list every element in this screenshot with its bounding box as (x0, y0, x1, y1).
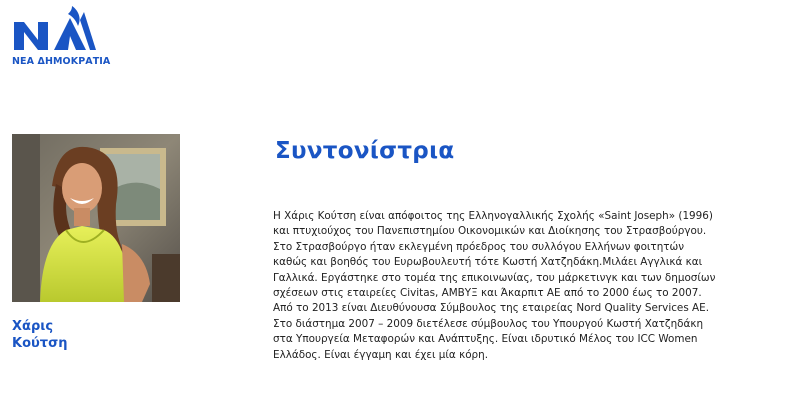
bio-line: και πτυχιούχος του Πανεπιστημίου Οικονομικών και Διοίκησης του Στρασβούργου. (273, 225, 707, 238)
bio-line: καθώς και βοηθός του Ευρωβουλευτή τότε Κωστή Χατζηδάκη.Μιλάει Αγγλικά και (273, 256, 703, 269)
person-name (12, 318, 172, 352)
nd-party-logo-icon (12, 4, 98, 54)
role-title: Συντονίστρια (275, 138, 455, 164)
bio-line: Γαλλικά. Εργάστηκε στο τομέα της επικοινωνίας, του μάρκετινγκ και των δημοσίων (273, 271, 716, 284)
bio-line: σχέσεων στις εταιρείες Civitas, ΑΜΒΥΞ και Άκαρπιτ ΑΕ από το 2000 έως το 2007. (273, 287, 702, 300)
bio-line: στα Υπουργεία Μεταφορών και Ανάπτυξης. Είναι ιδρυτικό Μέλος του ICC Women (273, 333, 698, 346)
logo-text: ΝΕΑ ΔΗΜΟΚΡΑΤΙΑ (12, 56, 111, 67)
bio-line: Από το 2013 είναι Διευθύνουσα Σύμβουλος της εταιρείας Nord Quality Services AE. (273, 302, 710, 315)
person-last-name: Κούτση (12, 336, 68, 351)
bio-line: Η Χάρις Κούτση είναι απόφοιτος της Ελληνογαλλικής Σχολής «Saint Joseph» (1996) (273, 210, 713, 222)
party-logo[interactable] (12, 4, 111, 68)
bio-line: Στο διάστημα 2007 – 2009 διετέλεσε σύμβουλος του Υπουργού Κωστή Χατζηδάκη (273, 317, 704, 330)
bio-line: Ελλάδος. Είναι έγγαμη και έχει μία κόρη. (273, 348, 489, 361)
portrait-photo (12, 134, 180, 302)
bio-text (273, 209, 793, 363)
person-first-name: Χάρις (12, 319, 54, 334)
bio-line: Στο Στρασβούργο ήταν εκλεγμένη πρόεδρος του συλλόγου Ελλήνων φοιτητών (273, 240, 685, 253)
